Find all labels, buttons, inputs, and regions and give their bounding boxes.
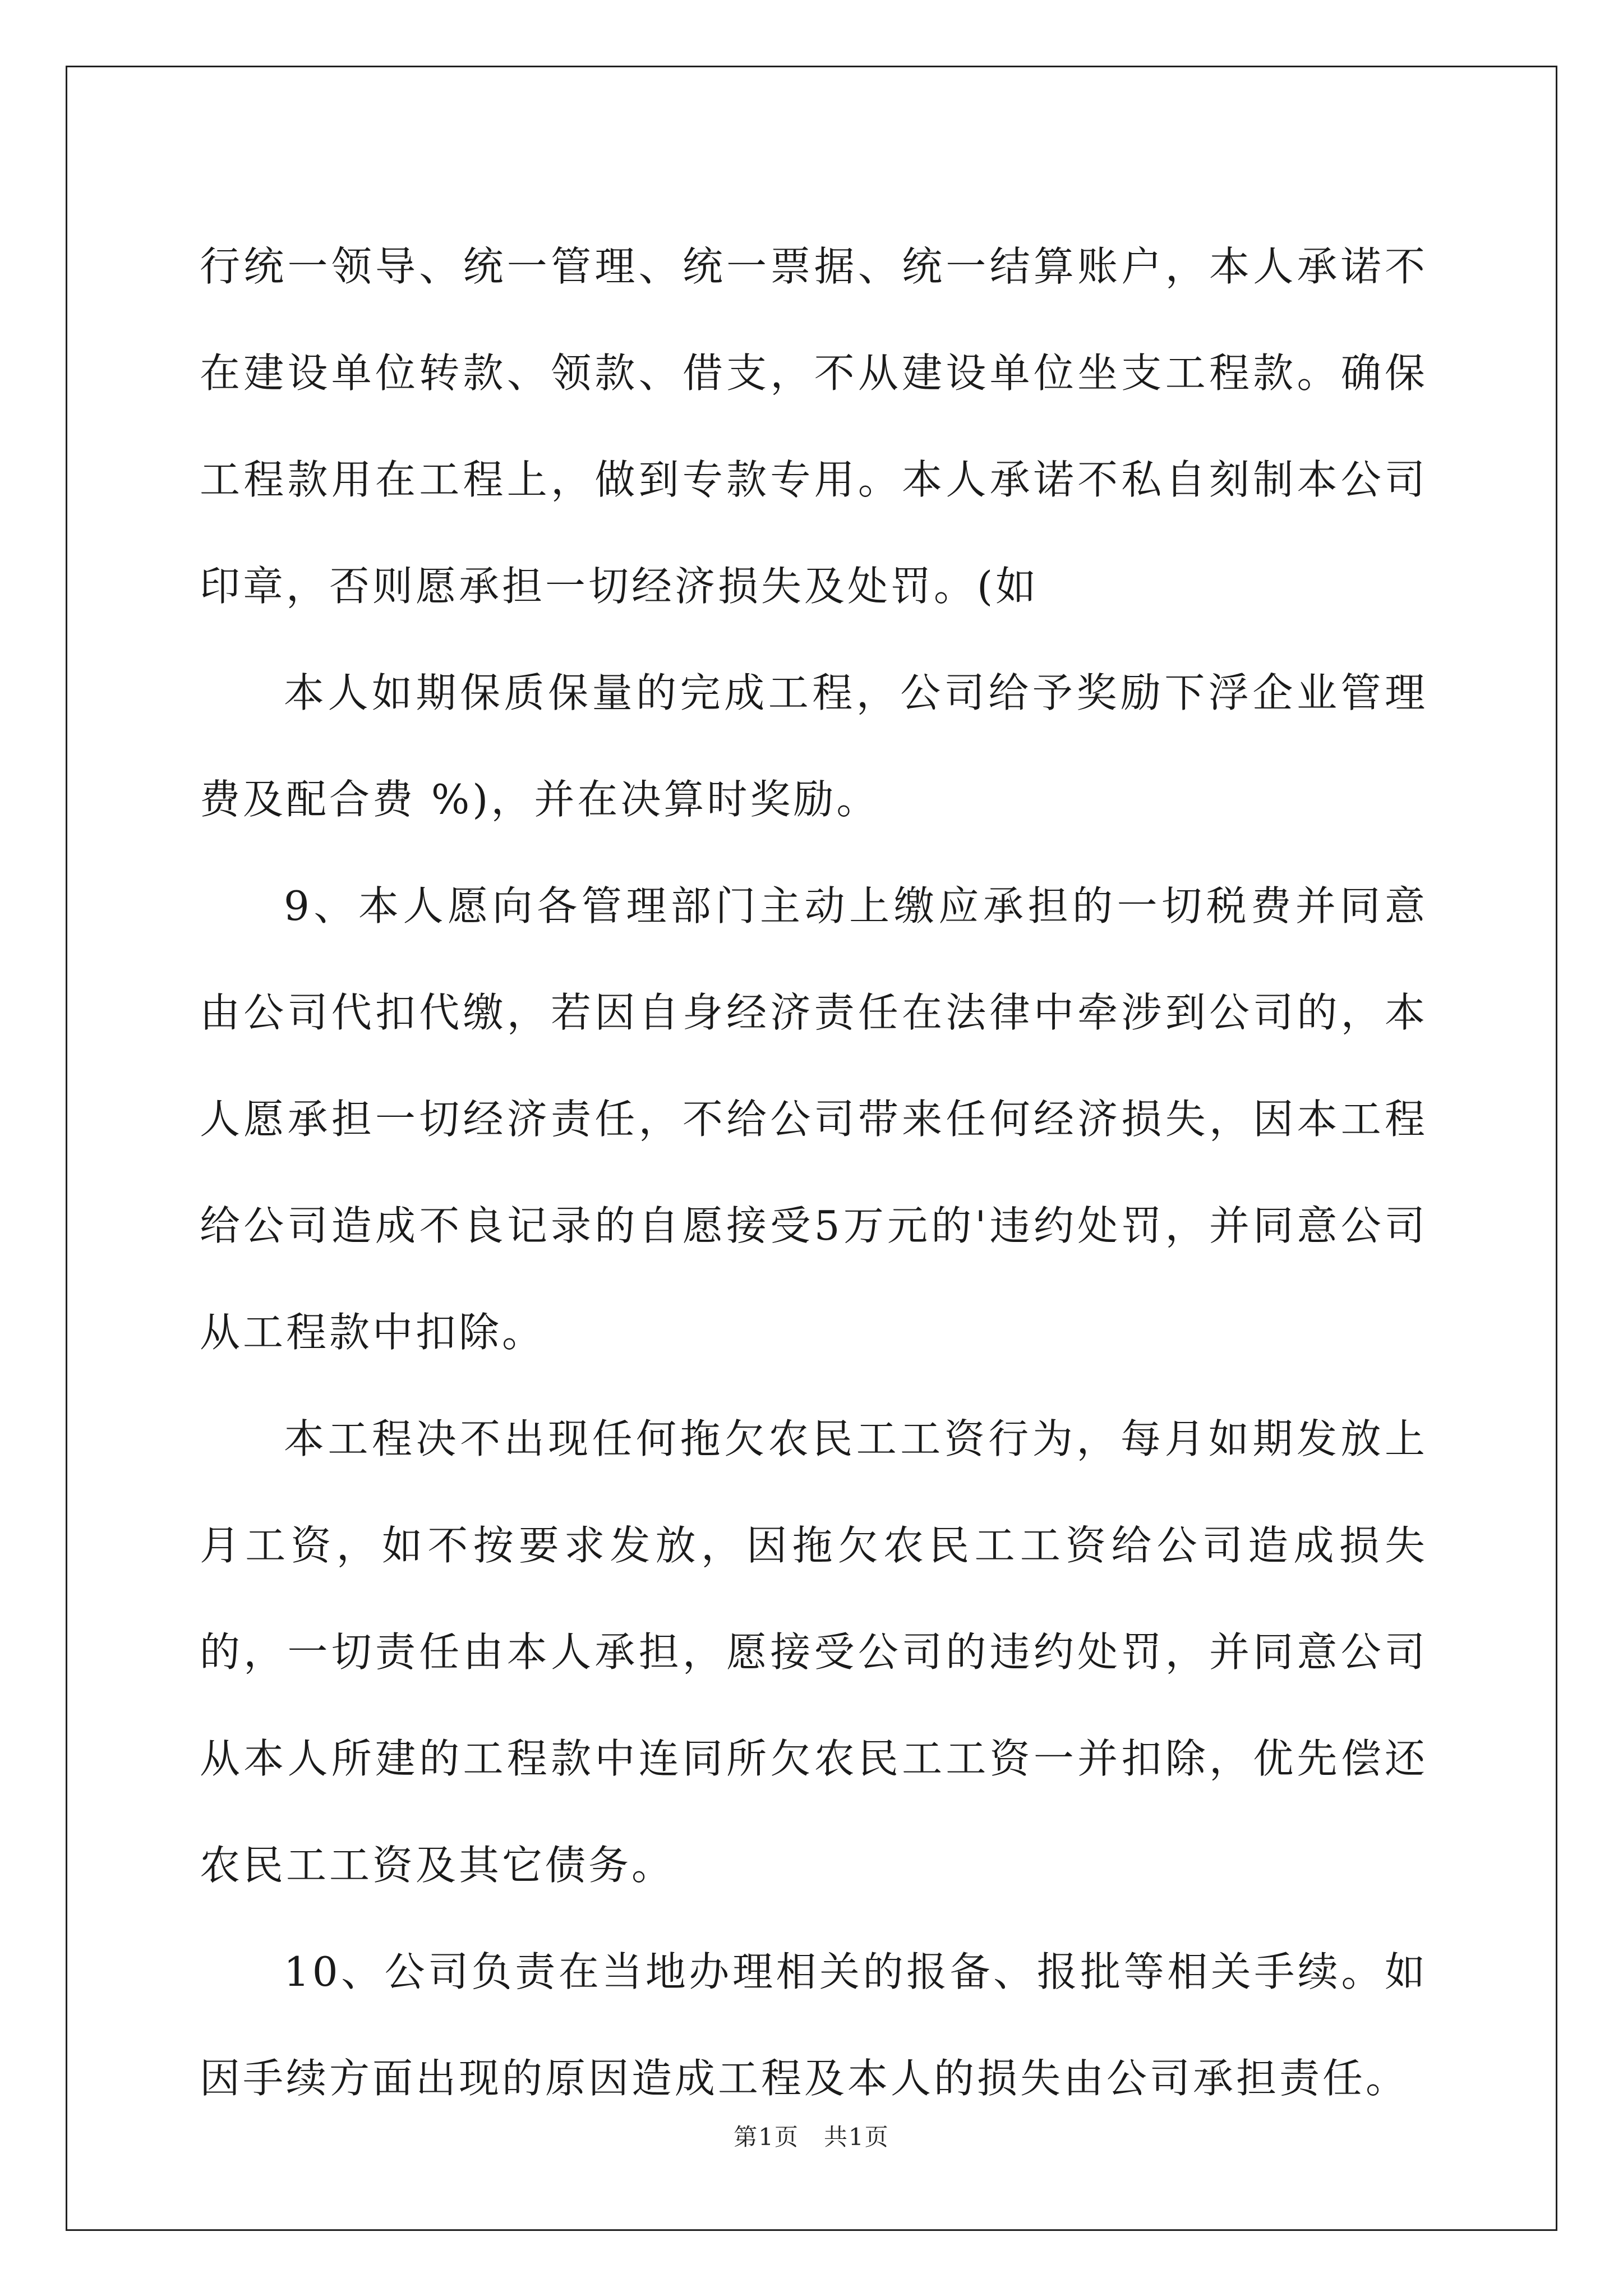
paragraph-4: 本工程决不出现任何拖欠农民工工资行为，每月如期发放上月工资，如不按要求发放，因拖欠农民工工资给公司造成损失的，一切责任由本人承担，愿接受公司的违约处罚，并同意公司从本人所建的工程款中连同所欠农民工工资一并扣除，优先偿还农民工工资及其它债务。 — [200, 1415, 1428, 1889]
paragraph-1: 行统一领导、统一管理、统一票据、统一结算账户，本人承诺不在建设单位转款、领款、借支，不从建设单位坐支工程款。确保工程款用在工程上，做到专款专用。本人承诺不私自刻制本公司印章，否则愿承担一切经济损失及处罚。(如 — [200, 243, 1428, 610]
paragraph-2: 本人如期保质保量的完成工程，公司给予奖励下浮企业管理费及配合费 %)，并在决算时奖励。 — [200, 669, 1428, 823]
page-footer — [0, 2120, 1623, 2154]
paragraph-3: 9、本人愿向各管理部门主动上缴应承担的一切税费并同意由公司代扣代缴，若因自身经济责任在法律中牵涉到公司的，本人愿承担一切经济责任，不给公司带来任何经济损失，因本工程给公司造成不良记录的自愿接受5万元的'违约处罚，并同意公司从工程款中扣除。 — [200, 882, 1428, 1356]
paragraph-5: 10、公司负责在当地办理相关的报备、报批等相关手续。如因手续方面出现的原因造成工程及本人的损失由公司承担责任。 — [200, 1948, 1428, 2102]
document-body — [200, 213, 1428, 2132]
page-number: 第1页 共1页 — [734, 2123, 889, 2151]
